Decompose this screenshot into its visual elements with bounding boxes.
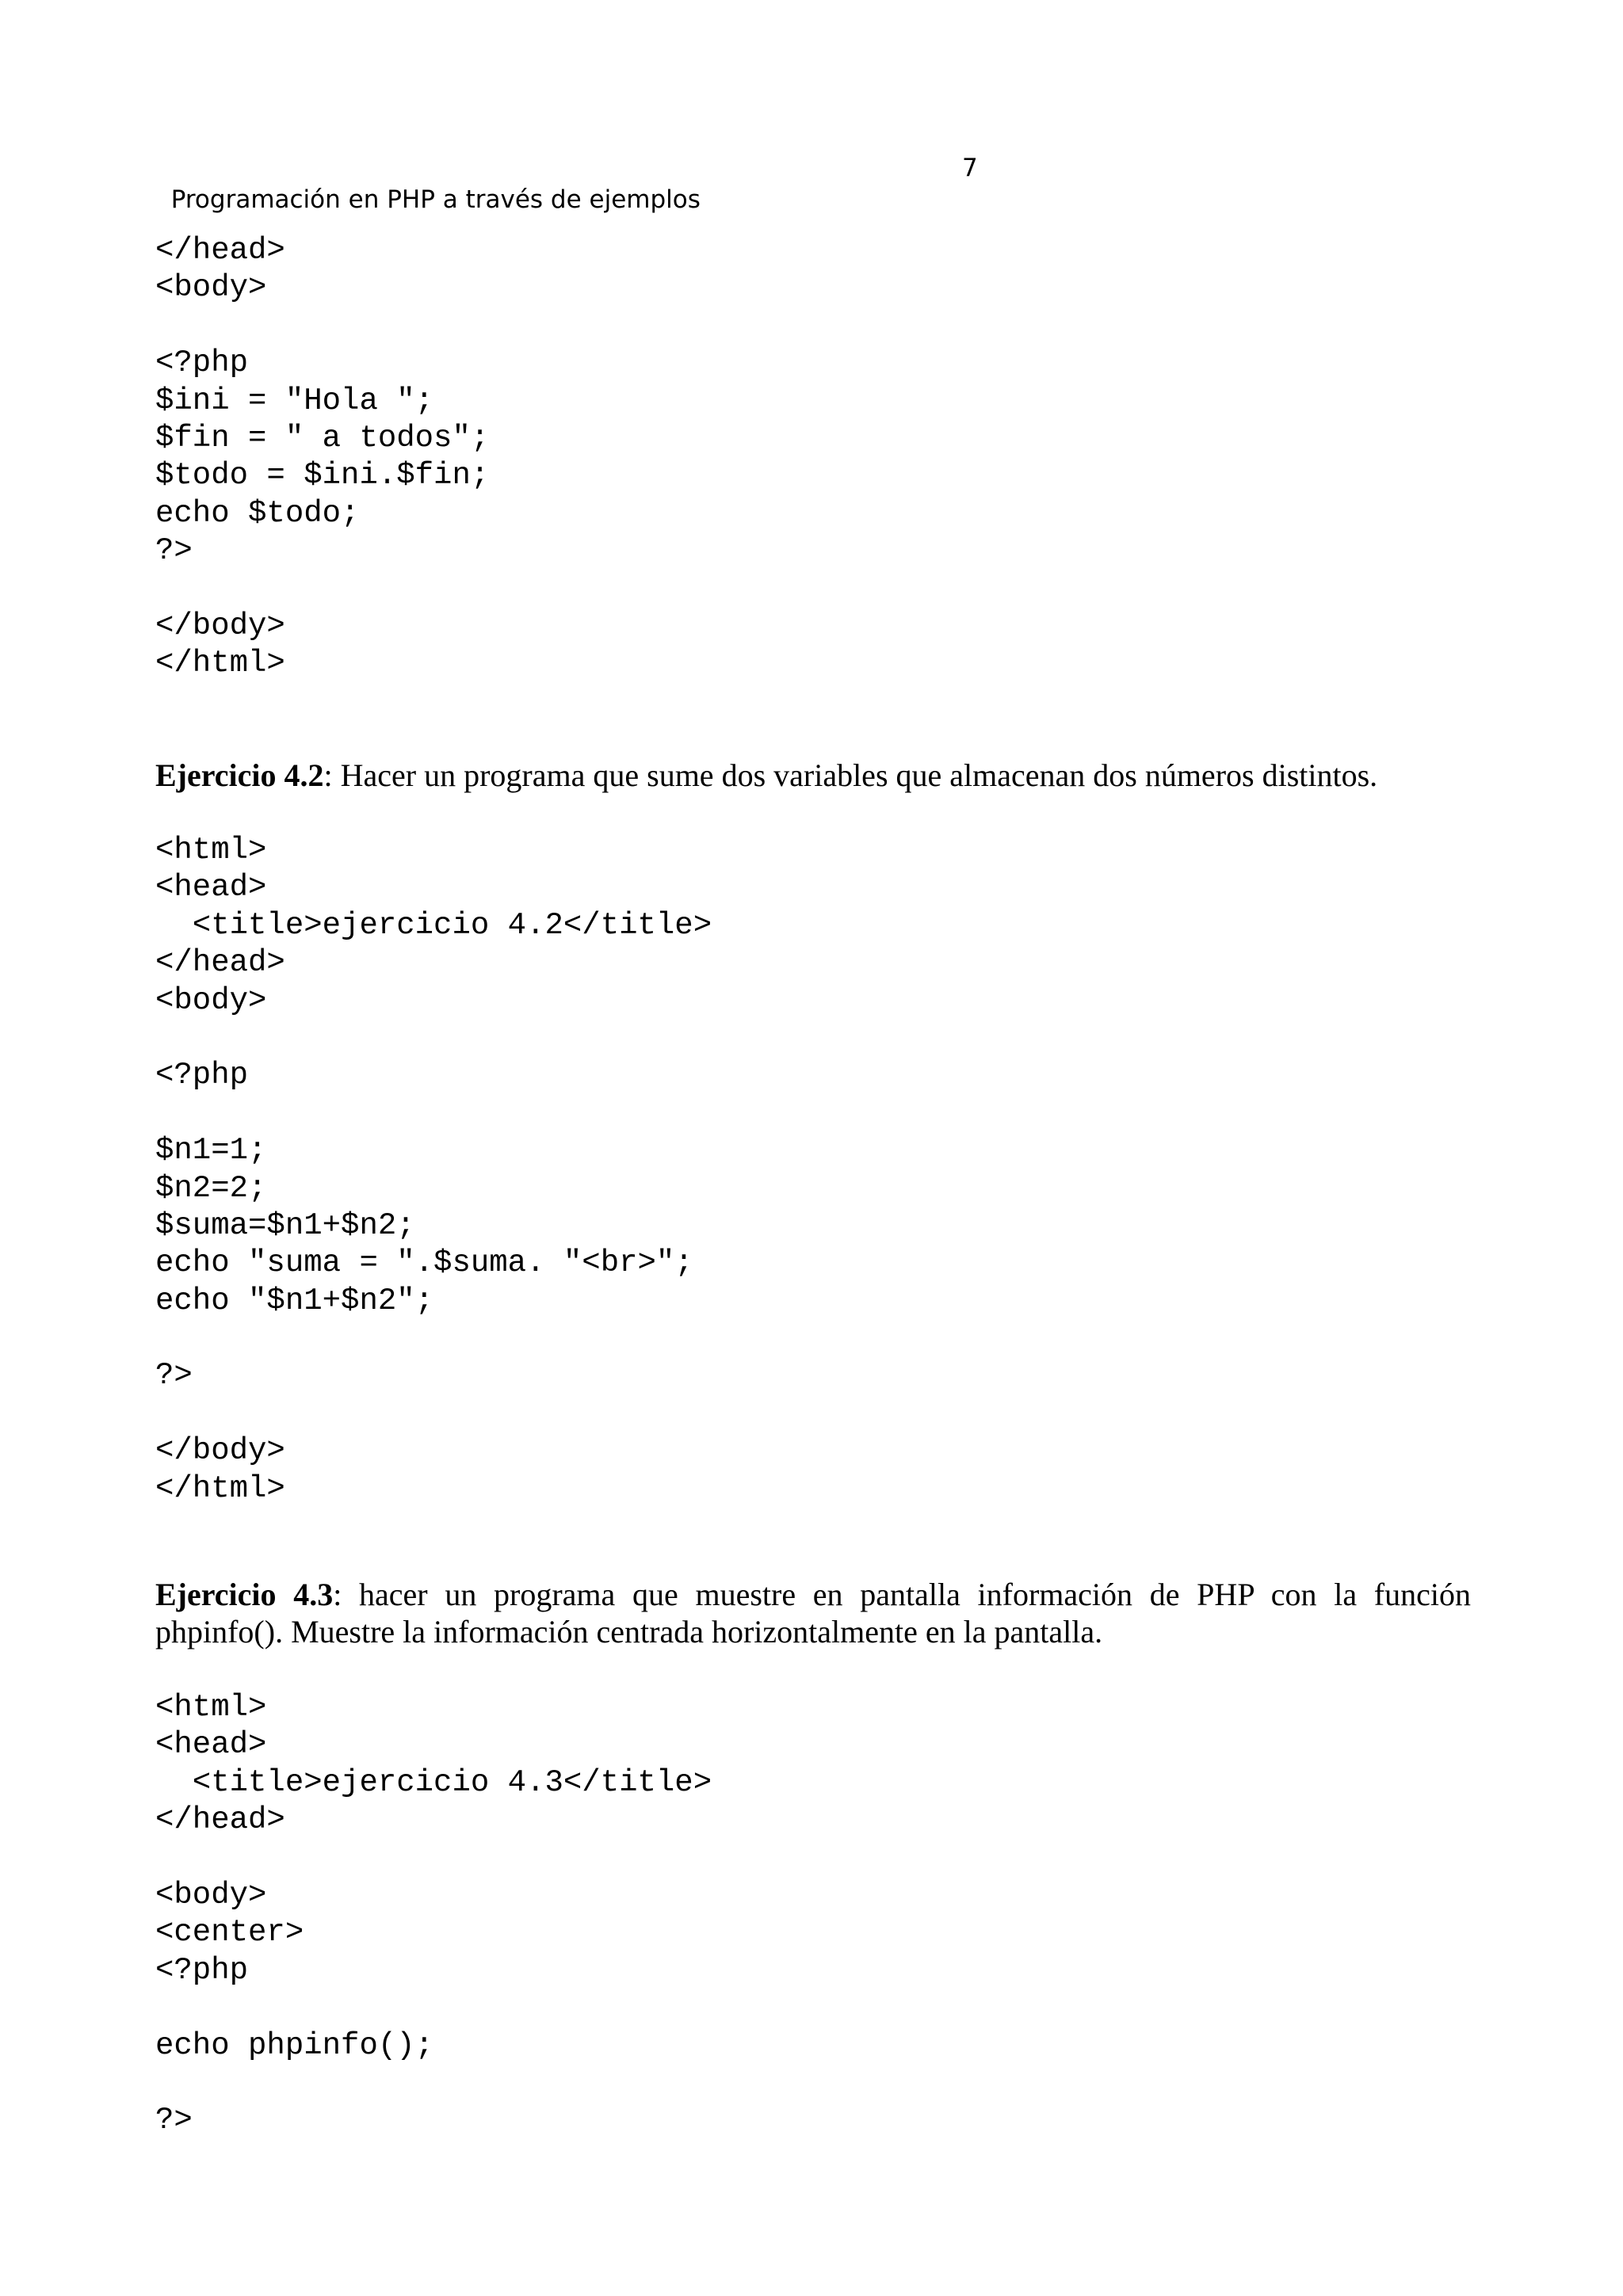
code-line: </head>: [155, 233, 285, 268]
code-line: echo "$n1+$n2";: [155, 1283, 434, 1318]
code-line: <?php: [155, 1058, 249, 1093]
code-line: $suma=$n1+$n2;: [155, 1207, 415, 1243]
page-number: 7: [962, 154, 978, 182]
code-line: <body>: [155, 1877, 267, 1913]
code-line: <?php: [155, 345, 249, 381]
code-line: ?>: [155, 1358, 193, 1394]
code-line: $ini = "Hola ";: [155, 383, 434, 418]
code-line: </head>: [155, 945, 285, 981]
code-line: ?>: [155, 2103, 193, 2138]
code-line: [155, 1840, 712, 1877]
code-line: <html>: [155, 1690, 267, 1725]
header-title: Programación en PHP a través de ejemplos: [170, 185, 701, 214]
code-line: [155, 570, 489, 608]
code-block-3: [155, 1689, 712, 2140]
code-line: [155, 1395, 712, 1432]
code-line: </html>: [155, 646, 285, 681]
code-line: <body>: [155, 270, 267, 306]
code-line: <body>: [155, 982, 267, 1018]
exercise-4-3-statement: [155, 1576, 1471, 1650]
code-line: $fin = " a todos";: [155, 420, 490, 456]
exercise-4-3-label: Ejercicio 4.3: [155, 1577, 334, 1612]
code-line: ?>: [155, 533, 193, 569]
exercise-4-2-label: Ejercicio 4.2: [155, 757, 324, 793]
code-line: [155, 1095, 712, 1132]
code-line: $n2=2;: [155, 1170, 267, 1206]
code-line: <center>: [155, 1915, 304, 1951]
code-block-2: [155, 832, 712, 1508]
code-line: <head>: [155, 1727, 267, 1763]
code-line: </html>: [155, 1470, 285, 1506]
code-line: </head>: [155, 1802, 285, 1838]
code-line: $todo = $ini.$fin;: [155, 458, 490, 494]
exercise-4-2-statement: [155, 757, 1471, 794]
code-block-1: [155, 232, 489, 683]
code-line: </body>: [155, 608, 285, 643]
code-line: echo "suma = ".$suma. "<br>";: [155, 1245, 693, 1281]
code-line: [155, 1020, 712, 1057]
code-line: <title>ejercicio 4.3</title>: [155, 1764, 712, 1800]
code-line: <html>: [155, 833, 267, 868]
code-line: <?php: [155, 1952, 249, 1988]
code-line: [155, 1989, 712, 2027]
code-line: $n1=1;: [155, 1133, 267, 1169]
code-line: </body>: [155, 1433, 285, 1469]
code-line: echo $todo;: [155, 495, 360, 531]
code-line: [155, 307, 489, 345]
code-line: [155, 2065, 712, 2102]
code-line: <head>: [155, 870, 267, 906]
code-line: <title>ejercicio 4.2</title>: [155, 907, 712, 943]
code-line: [155, 1320, 712, 1357]
exercise-4-3-text: : hacer un programa que muestre en pantalla información de PHP con la función phpinfo(). Muestre la información centrada horizontalmente en la pantalla.: [155, 1577, 1471, 1650]
code-line: echo phpinfo();: [155, 2027, 434, 2063]
exercise-4-2-text: : Hacer un programa que sume dos variables que almacenan dos números distintos.: [323, 757, 1378, 793]
